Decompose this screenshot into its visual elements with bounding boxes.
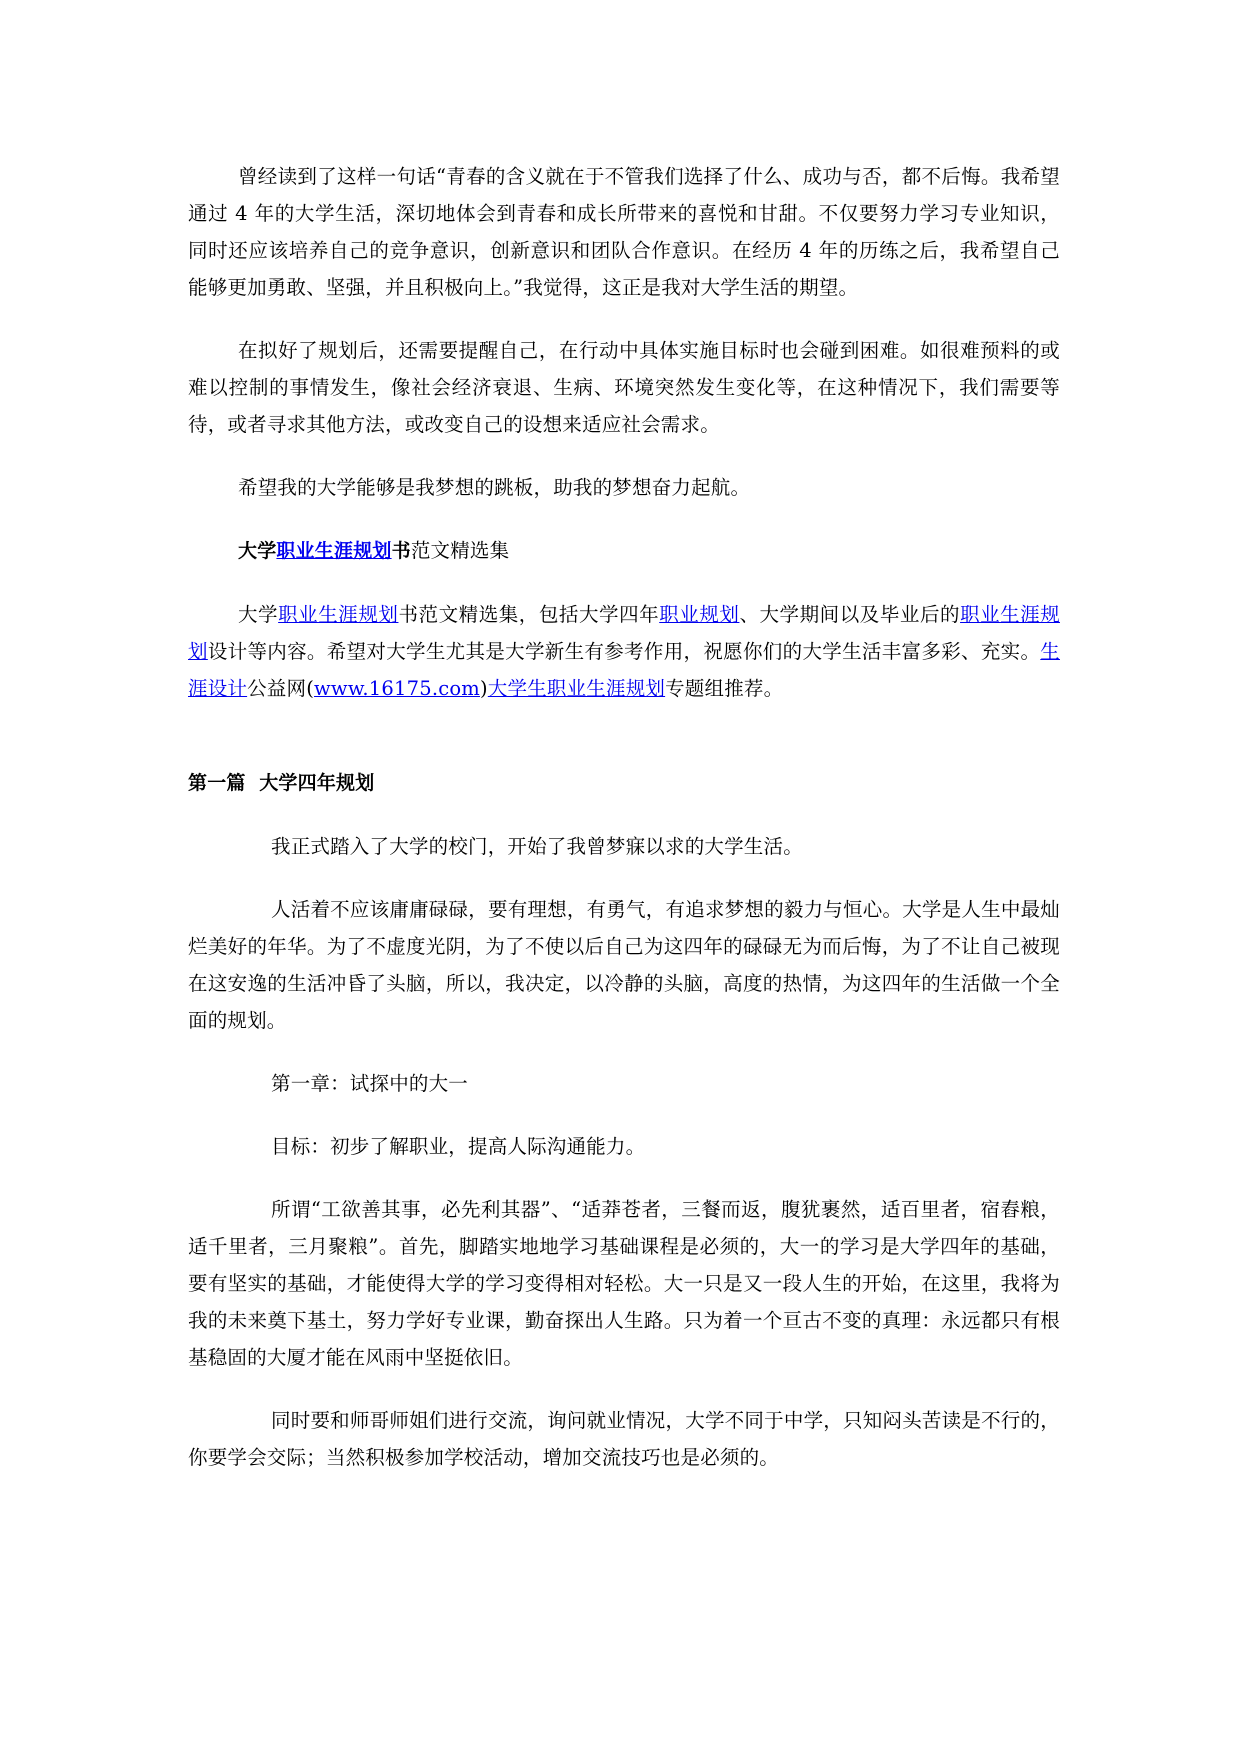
intro-link-student-career[interactable]: 大学生职业生涯规划	[487, 677, 666, 700]
paragraph-intro	[188, 596, 1060, 707]
career-planning-link[interactable]: 职业生涯规划	[276, 540, 392, 562]
intro-text-7: 专题组推荐。	[665, 677, 784, 700]
document-page	[188, 158, 1060, 1476]
paragraph-foundation: 所谓“工欲善其事，必先利其器”、“适莽苍者，三餐而返，腹犹裹然，适百里者，宿舂粮，适千里者，三月聚粮”。首先，脚踏实地地学习基础课程是必须的，大一的学习是大学四年的基础，要有坚实的基础，才能使得大学的学习变得相对轻松。大一只是又一段人生的开始，在这里，我将为我的未来奠下基土，努力学好专业课，勤奋探出人生路。只为着一个亘古不变的真理：永远都只有根基稳固的大厦才能在风雨中坚挺依旧。	[188, 1198, 1060, 1369]
collection-title-prefix: 大学	[238, 540, 277, 562]
intro-text-3: 、大学期间以及毕业后的	[739, 603, 961, 626]
paragraph-difficulties: 在拟好了规划后，还需要提醒自己，在行动中具体实施目标时也会碰到困难。如很难预料的或难以控制的事情发生，像社会经济衰退、生病、环境突然发生变化等，在这种情况下，我们需要等待，或者寻求其他方法，或改变自己的设想来适应社会需求。	[188, 339, 1060, 436]
paragraph-entering-college: 我正式踏入了大学的校门，开始了我曾梦寐以求的大学生活。	[271, 835, 803, 858]
paragraph-expectation: 曾经读到了这样一句话“青春的含义就在于不管我们选择了什么、成功与否，都不后悔。我希望通过 4 年的大学生活，深切地体会到青春和成长所带来的喜悦和甘甜。不仅要努力学习专业知识，同时还应该培养自己的竞争意识，创新意识和团队合作意识。在经历 4 年的历练之后，我希望自己能够更加勇敢、坚强，并且积极向上。”我觉得，这正是我对大学生活的期望。	[188, 165, 1060, 299]
intro-link-career-design[interactable]: 生涯设计	[188, 640, 1060, 700]
intro-text-6: )	[479, 677, 488, 700]
intro-text-5: 公益网(	[247, 677, 315, 700]
intro-link-career-planning[interactable]: 职业生涯规划	[278, 603, 399, 626]
intro-text-4: 设计等内容。希望对大学生尤其是大学新生有参考作用，祝愿你们的大学生活丰富多彩、充实。	[207, 640, 1041, 663]
chapter-heading: 第一篇 大学四年规划	[188, 772, 375, 794]
paragraph-hope: 希望我的大学能够是我梦想的跳板，助我的梦想奋力起航。	[238, 476, 751, 499]
intro-text-2: 书范文精选集，包括大学四年	[398, 603, 660, 626]
intro-link-job-planning[interactable]: 职业规划	[659, 603, 740, 626]
paragraph-goal: 目标：初步了解职业，提高人际沟通能力。	[271, 1135, 646, 1158]
paragraph-communication: 同时要和师哥师姐们进行交流，询问就业情况，大学不同于中学，只知闷头苦读是不行的，你要学会交际；当然积极参加学校活动，增加交流技巧也是必须的。	[188, 1409, 1060, 1469]
intro-link-career-planning-2[interactable]: 职业生涯规划	[188, 603, 1060, 663]
chapter-one-title: 第一章：试探中的大一	[271, 1072, 469, 1095]
collection-title-suffix: 范文精选集	[410, 539, 510, 562]
collection-title	[188, 532, 1060, 570]
collection-title-middle: 书	[391, 540, 411, 562]
intro-text-1: 大学	[238, 603, 279, 626]
intro-link-website[interactable]: www.16175.com	[314, 677, 480, 700]
paragraph-ideals: 人活着不应该庸庸碌碌，要有理想，有勇气，有追求梦想的毅力与恒心。大学是人生中最灿烂美好的年华。为了不虚度光阴，为了不使以后自己为这四年的碌碌无为而后悔，为了不让自己被现在这安逸的生活冲昏了头脑，所以，我决定，以冷静的头脑，高度的热情，为这四年的生活做一个全面的规划。	[188, 898, 1060, 1032]
